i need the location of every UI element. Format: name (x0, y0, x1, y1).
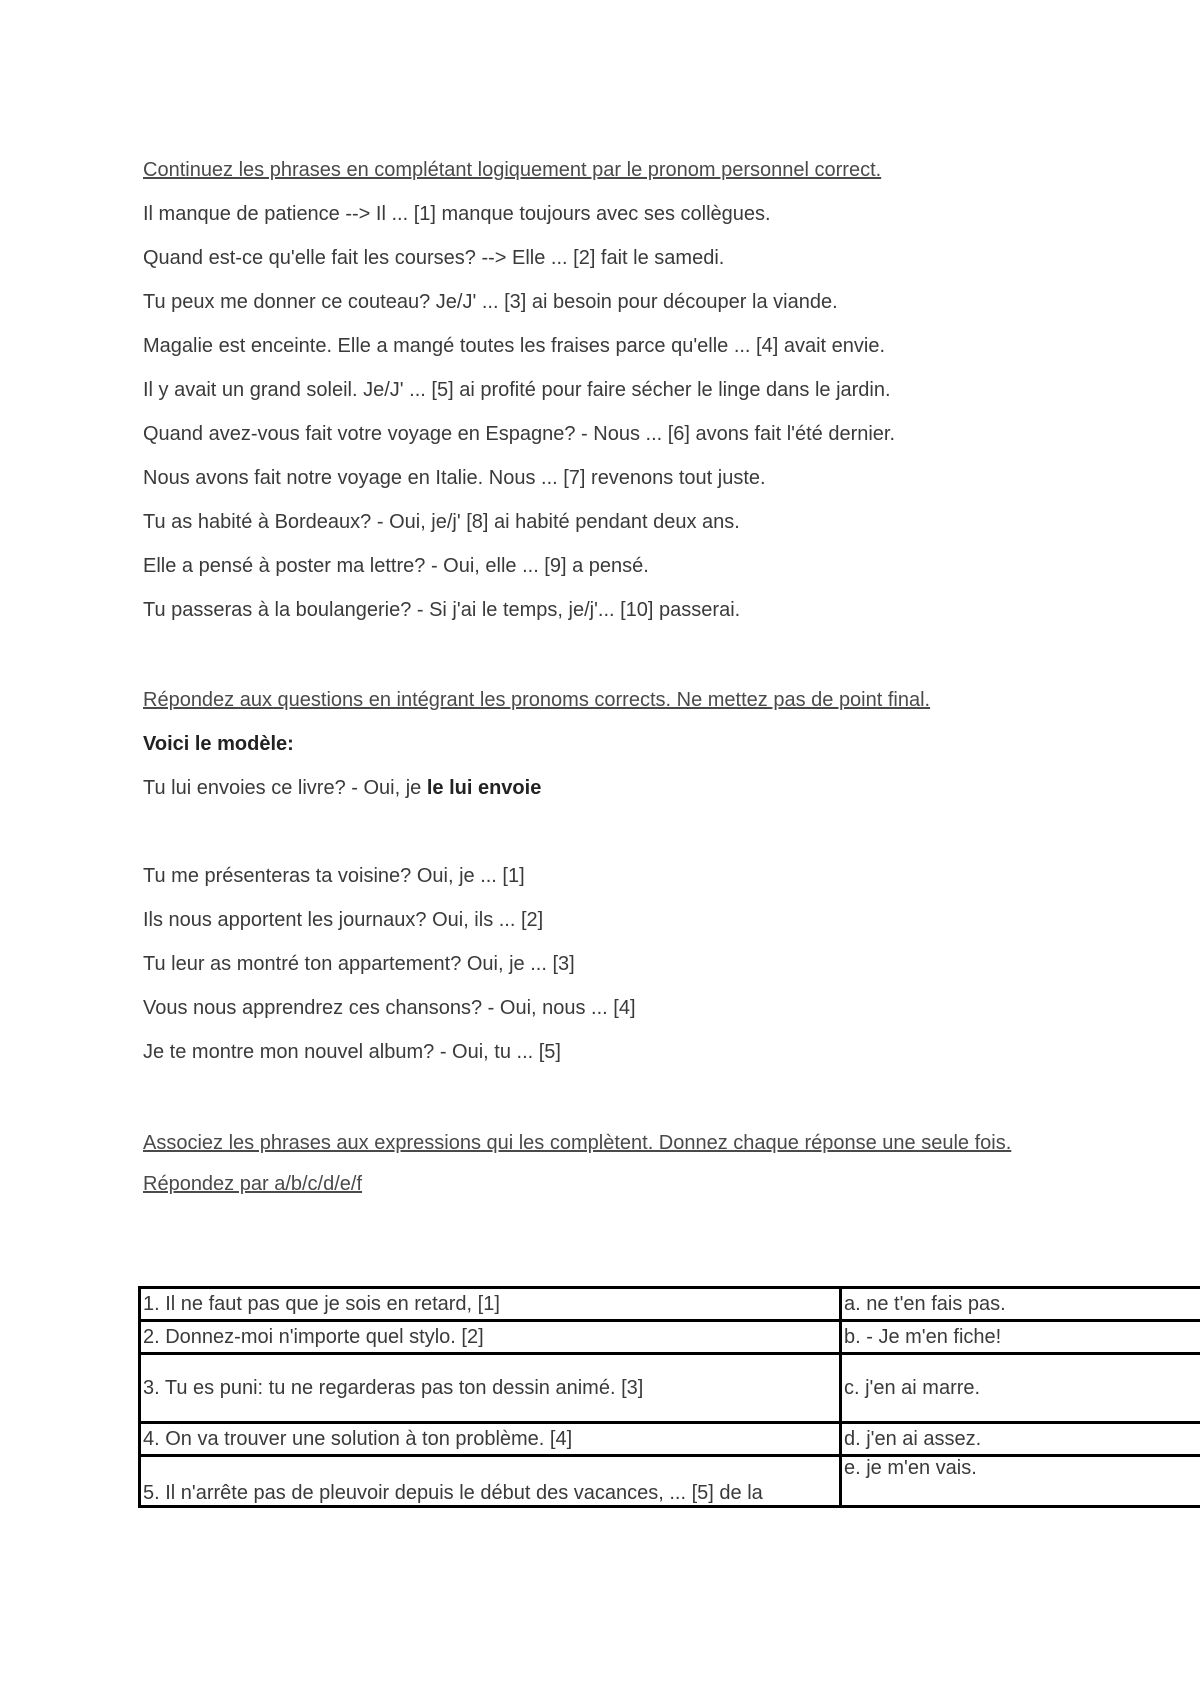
phrase-cell: 3. Tu es puni: tu ne regarderas pas ton dessin animé. [3] (140, 1354, 841, 1423)
sentence-3: Tu peux me donner ce couteau? Je/J' ... [3] ai besoin pour découper la viande. (143, 291, 838, 313)
document-page (143, 158, 1200, 1216)
section2-instruction: Répondez aux questions en intégrant les pronoms corrects. Ne mettez pas de point final. (143, 689, 931, 711)
sentence-9: Elle a pensé à poster ma lettre? - Oui, elle ... [9] a pensé. (143, 555, 649, 577)
answer-format: Répondez par a/b/c/d/e/f (143, 1173, 363, 1195)
section1-instruction: Continuez les phrases en complétant logiquement par le pronom personnel correct. (143, 159, 882, 181)
sentence-2: Quand est-ce qu'elle fait les courses? --> Elle ... [2] fait le samedi. (143, 247, 725, 269)
question-5: Je te montre mon nouvel album? - Oui, tu ... [5] (143, 1041, 561, 1063)
phrase-cell: 4. On va trouver une solution à ton problème. [4] (140, 1423, 841, 1456)
sentence-4: Magalie est enceinte. Elle a mangé toutes les fraises parce qu'elle ... [4] avait envie. (143, 335, 886, 357)
matching-table (138, 1286, 1200, 1508)
phrase-cell: 2. Donnez-moi n'importe quel stylo. [2] (140, 1321, 841, 1354)
table-row (140, 1321, 1200, 1354)
spacer (143, 642, 1200, 688)
model-label: Voici le modèle: (143, 733, 294, 755)
expression-cell: b. - Je m'en fiche! (841, 1321, 1200, 1354)
expression-cell: e. je m'en vais. (841, 1456, 1200, 1507)
table-row (140, 1456, 1200, 1507)
model-example (143, 776, 1200, 800)
table-row (140, 1423, 1200, 1456)
phrase-cell: 1. Il ne faut pas que je sois en retard, [1] (140, 1288, 841, 1321)
expression-cell: a. ne t'en fais pas. (841, 1288, 1200, 1321)
sentence-7: Nous avons fait notre voyage en Italie. Nous ... [7] revenons tout juste. (143, 467, 766, 489)
question-4: Vous nous apprendrez ces chansons? - Oui, nous ... [4] (143, 997, 636, 1019)
expression-cell: d. j'en ai assez. (841, 1423, 1200, 1456)
table-row (140, 1288, 1200, 1321)
model-question: Tu lui envoies ce livre? - Oui, je (143, 777, 427, 799)
question-1: Tu me présenteras ta voisine? Oui, je ... [1] (143, 865, 525, 887)
section3-instruction: Associez les phrases aux expressions qui les complètent. Donnez chaque réponse une seule fois. (143, 1132, 1012, 1154)
expression-cell: c. j'en ai marre. (841, 1354, 1200, 1423)
sentence-1: Il manque de patience --> Il ... [1] manque toujours avec ses collègues. (143, 203, 771, 225)
sentence-6: Quand avez-vous fait votre voyage en Espagne? - Nous ... [6] avons fait l'été dernier. (143, 423, 896, 445)
sentence-8: Tu as habité à Bordeaux? - Oui, je/j' [8] ai habité pendant deux ans. (143, 511, 740, 533)
phrase-cell: 5. Il n'arrête pas de pleuvoir depuis le début des vacances, ... [5] de la (140, 1456, 841, 1507)
sentence-5: Il y avait un grand soleil. Je/J' ... [5] ai profité pour faire sécher le linge dans le jardin. (143, 379, 891, 401)
model-answer: le lui envoie (426, 777, 542, 799)
table-row (140, 1354, 1200, 1423)
spacer (143, 1084, 1200, 1130)
sentence-10: Tu passeras à la boulangerie? - Si j'ai le temps, je/j'... [10] passerai. (143, 599, 741, 621)
question-3: Tu leur as montré ton appartement? Oui, je ... [3] (143, 953, 575, 975)
spacer (143, 820, 1200, 864)
question-2: Ils nous apportent les journaux? Oui, ils ... [2] (143, 909, 544, 931)
